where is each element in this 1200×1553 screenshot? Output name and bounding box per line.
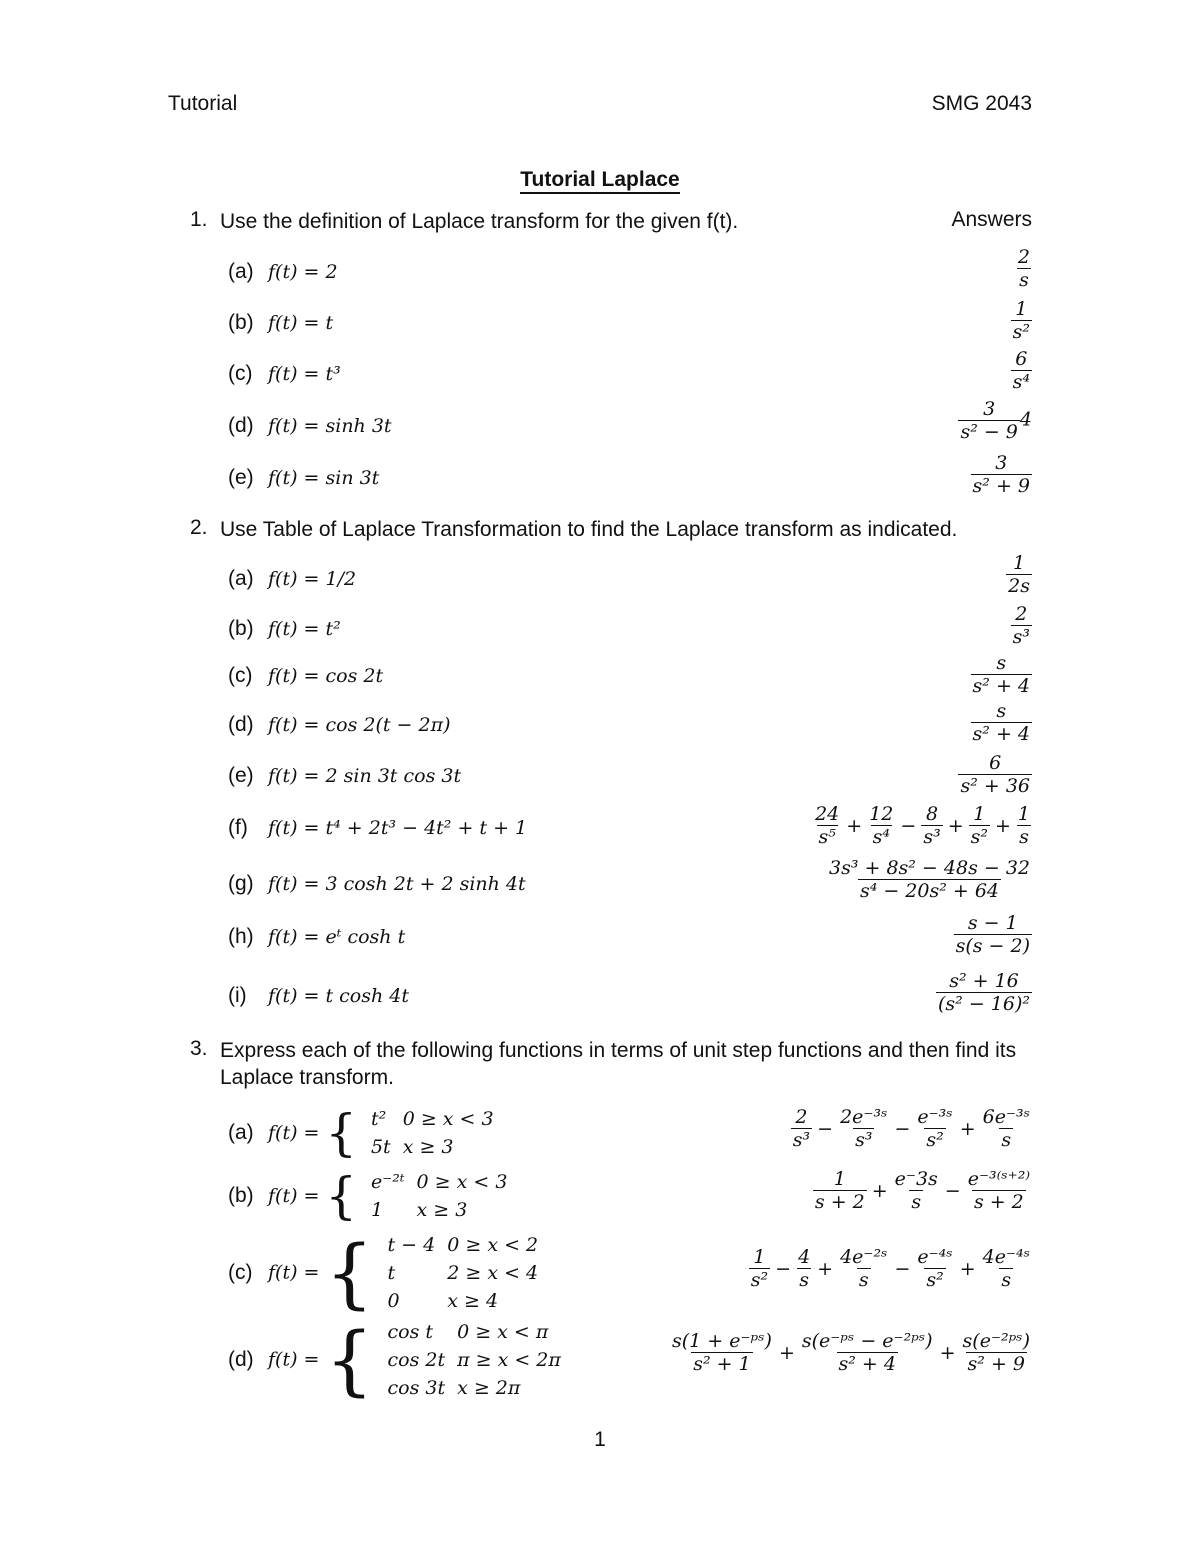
q2-item-i: (i) f(t) = t cosh 4t [228, 984, 409, 1007]
q2-answer-d: $\frac{s}{\text{s² + 4}}$ [972, 700, 1030, 745]
q3-item-a: (a) f(t) = { t² 0 ≥ x < 3 5t x ≥ 3 [228, 1104, 494, 1162]
q2-item-h: (h) f(t) = eᵗ cosh t [228, 925, 406, 948]
q2-answer-a: $\frac{1}{2s}$ [1008, 552, 1030, 597]
q2-item-g: (g) f(t) = 3 cosh 2t + 2 sinh 4t [228, 872, 526, 895]
q2-item-e: (e) f(t) = 2 sin 3t cos 3t [228, 764, 462, 787]
q2-answer-f: $\frac{24}{\text{s⁵}}$ + $\frac{12}{\text{s⁴}}$ − $\frac{8}{\text{s³}}$ + $\frac{1}{\text{s²}}$ + $\frac{1}{s}$ [815, 803, 1030, 848]
q3-answer-d: $\frac{\text{s(1 + e⁻ᵖˢ)}}{\text{s² + 1}}$ + $\frac{\text{s(e⁻ᵖˢ − e⁻²ᵖˢ)}}{\text{s² + 4}}$ + $\frac{\text{s(e⁻²ᵖˢ)}}{\text{s² + 9}}$ [672, 1330, 1030, 1375]
page-number: 1 [594, 1428, 606, 1451]
q3-answer-a: $\frac{2}{\text{s³}}$ − $\frac{\text{2e⁻³ˢ}}{\text{s³}}$ − $\frac{\text{e⁻³ˢ}}{\text{s²}}$ + $\frac{\text{6e⁻³ˢ}}{s}$ [792, 1106, 1030, 1151]
q1-answer-c: $\frac{6}{\text{s⁴}}$ [1012, 348, 1030, 393]
q1-answer-e: $\frac{3}{\text{s² + 9}}$ [972, 452, 1030, 497]
q3-item-d: (d) f(t) = { cos t 0 ≥ x < π cos 2t π ≥ x < 2π cos 3t x ≥ 2π [228, 1315, 561, 1404]
q1-answer-a: $\frac{2}{s}$ [1017, 246, 1030, 291]
q2-answer-g: $\frac{\text{3s³ + 8s² − 48s − 32}}{\text{s⁴ − 20s² + 64}}$ [828, 857, 1030, 902]
q2-answer-c: $\frac{s}{\text{s² + 4}}$ [972, 652, 1030, 697]
header-left: Tutorial [168, 92, 238, 115]
q2-item-a: (a) f(t) = 1/2 [228, 567, 357, 590]
q1-item-d: (d) f(t) = sinh 3t [228, 414, 392, 437]
page-title: Tutorial Laplace [0, 168, 1200, 192]
q2-item-d: (d) f(t) = cos 2(t − 2π) [228, 713, 451, 736]
page-header [168, 92, 1032, 122]
q2-answer-i: $\frac{\text{s² + 16}}{\text{(s² − 16)²}}$ [938, 970, 1030, 1015]
q1-item-a: (a) f(t) = 2 [228, 260, 338, 283]
q3-item-c: (c) f(t) = { t − 4 0 ≥ x < 2 t 2 ≥ x < 4 0 x ≥ 4 [228, 1228, 539, 1317]
q1-answer-b: $\frac{1}{\text{s²}}$ [1012, 298, 1030, 343]
q1-item-c: (c) f(t) = t³ [228, 362, 341, 385]
question-1-text: Use the definition of Laplace transform for the given f(t). [220, 210, 739, 233]
q2-item-c: (c) f(t) = cos 2t [228, 664, 384, 687]
answers-label: Answers [951, 208, 1032, 231]
q2-item-f: (f) f(t) = t⁴ + 2t³ − 4t² + t + 1 [228, 816, 528, 839]
q2-answer-b: $\frac{2}{\text{s³}}$ [1012, 603, 1030, 648]
q2-item-b: (b) f(t) = t² [228, 617, 341, 640]
q3-answer-b: $\frac{1}{s + 2}$ + $\frac{e^-3s}{s}$ − $\frac{\text{e⁻³⁽ˢ⁺²⁾}}{s + 2}$ [814, 1168, 1030, 1213]
q2-answer-e: $\frac{6}{\text{s² + 36}}$ [960, 752, 1030, 797]
q2-answer-h: $\frac{s - 1}{s(s - 2)}$ [955, 912, 1030, 957]
q3-answer-c: $\frac{1}{\text{s²}}$ − $\frac{4}{s}$ + $\frac{\text{4e⁻²ˢ}}{s}$ − $\frac{\text{e⁻⁴ˢ}}{\text{s²}}$ + $\frac{\text{4e⁻⁴ˢ}}{s}$ [750, 1246, 1030, 1291]
header-right: SMG 2043 [931, 92, 1032, 115]
question-2-text: Use Table of Laplace Transformation to find the Laplace transform as indicated. [220, 518, 958, 541]
q3-item-b: (b) f(t) = { e⁻²ᵗ 0 ≥ x < 3 1 x ≥ 3 [228, 1167, 508, 1225]
q1-item-e: (e) f(t) = sin 3t [228, 466, 380, 489]
q1-item-b: (b) f(t) = t [228, 311, 334, 334]
q1-answer-d: $\frac{3}{\text{s² − 9}}$ 4 [960, 398, 1032, 443]
question-3-text: Express each of the following functions in terms of unit step functions and then find its Laplace transform. [220, 1039, 1017, 1089]
